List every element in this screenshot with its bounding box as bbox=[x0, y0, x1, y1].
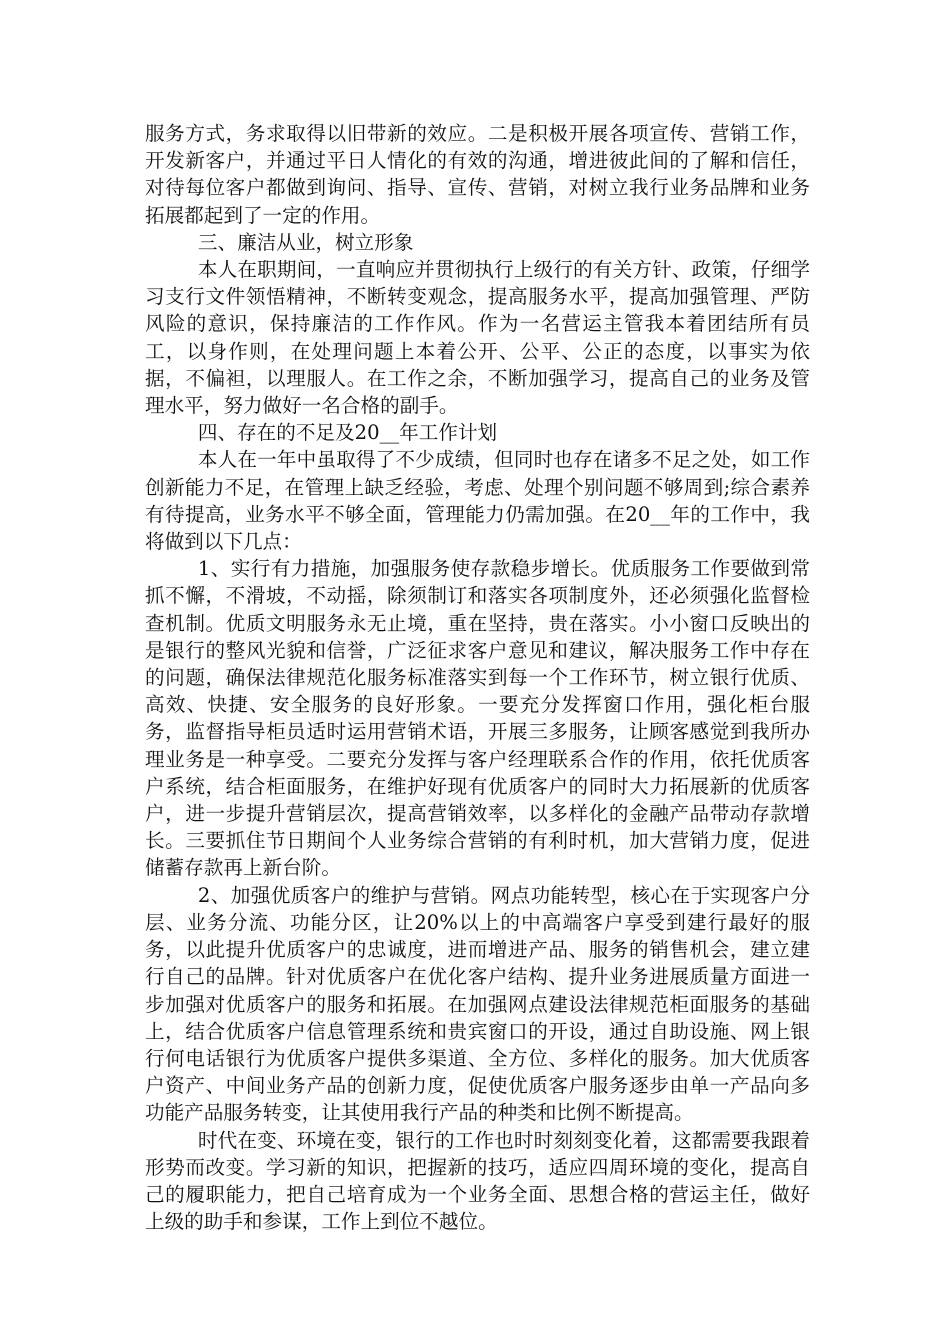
document-body bbox=[145, 120, 810, 1235]
plan-item-1: 1、实行有力措施，加强服务使存款稳步增长。优质服务工作要做到常抓不懈，不滑坡，不动摇，除须制订和落实各项制度外，还必须强化监督检查机制。优质文明服务永无止境，重在坚持，贵在落实。小小窗口反映出的是银行的整风光貌和信誉，广泛征求客户意见和建议，解决服务工作中存在的问题，确保法律规范化服务标准落实到每一个工作环节，树立银行优质、高效、快捷、安全服务的良好形象。一要充分发挥窗口作用，强化柜台服务，监督指导柜员适时运用营销术语，开展三多服务，让顾客感觉到我所办理业务是一种享受。二要充分发挥与客户经理联系合作的作用，依托优质客户系统，结合柜面服务，在维护好现有优质客户的同时大力拓展新的优质客户，进一步提升营销层次，提高营销效率，以多样化的金融产品带动存款增长。三要抓住节日期间个人业务综合营销的有利时机，加大营销力度，促进储蓄存款再上新台阶。 bbox=[145, 557, 810, 880]
paragraph-integrity: 本人在职期间，一直响应并贯彻执行上级行的有关方针、政策，仔细学习支行文件领悟精神，不断转变观念，提高服务水平，提高加强管理、严防风险的意识，保持廉洁的工作作风。作为一名营运主管我本着团结所有员工，以身作则，在处理问题上本着公开、公平、公正的态度，以事实为依据，不偏袒，以理服人。在工作之余，不断加强学习，提高自己的业务及管理水平，努力做好一名合格的副手。 bbox=[145, 258, 810, 418]
paragraph-continuation: 服务方式，务求取得以旧带新的效应。二是积极开展各项宣传、营销工作，开发新客户，并通过平日人情化的有效的沟通，增进彼此间的了解和信任，对待每位客户都做到询问、指导、宣传、营销，对树立我行业务品牌和业务拓展都起到了一定的作用。 bbox=[145, 122, 810, 227]
paragraph-shortcomings: 本人在一年中虽取得了不少成绩，但同时也存在诸多不足之处，如工作创新能力不足，在管理上缺乏经验，考虑、处理个别问题不够周到;综合素养有待提高，业务水平不够全面，管理能力仍需加强。在20__年的工作中，我将做到以下几点： bbox=[145, 448, 810, 554]
section-heading-3: 三、廉洁从业，树立形象 bbox=[197, 230, 414, 254]
plan-item-2: 2、加强优质客户的维护与营销。网点功能转型，核心在于实现客户分层、业务分流、功能分区，让20%以上的中高端客户享受到建行最好的服务，以此提升优质客户的忠诚度，进而增进产品、服务的销售机会，建立建行自己的品牌。针对优质客户在优化客户结构、提升业务进展质量方面进一步加强对优质客户的服务和拓展。在加强网点建设法律规范柜面服务的基础上，结合优质客户信息管理系统和贵宾窗口的开设，通过自助设施、网上银行何电话银行为优质客户提供多渠道、全方位、多样化的服务。加大优质客户资产、中间业务产品的创新力度，促使优质客户服务逐步由单一产品向多功能产品服务转变，让其使用我行产品的种类和比例不断提高。 bbox=[145, 883, 810, 1125]
section-heading-4: 四、存在的不足及20__年工作计划 bbox=[197, 421, 498, 445]
paragraph-conclusion: 时代在变、环境在变，银行的工作也时时刻刻变化着，这都需要我跟着形势而改变。学习新的知识，把握新的技巧，适应四周环境的变化，提高自己的履职能力，把自己培育成为一个业务全面、思想合格的营运主任，做好上级的助手和参谋，工作上到位不越位。 bbox=[145, 1128, 810, 1234]
